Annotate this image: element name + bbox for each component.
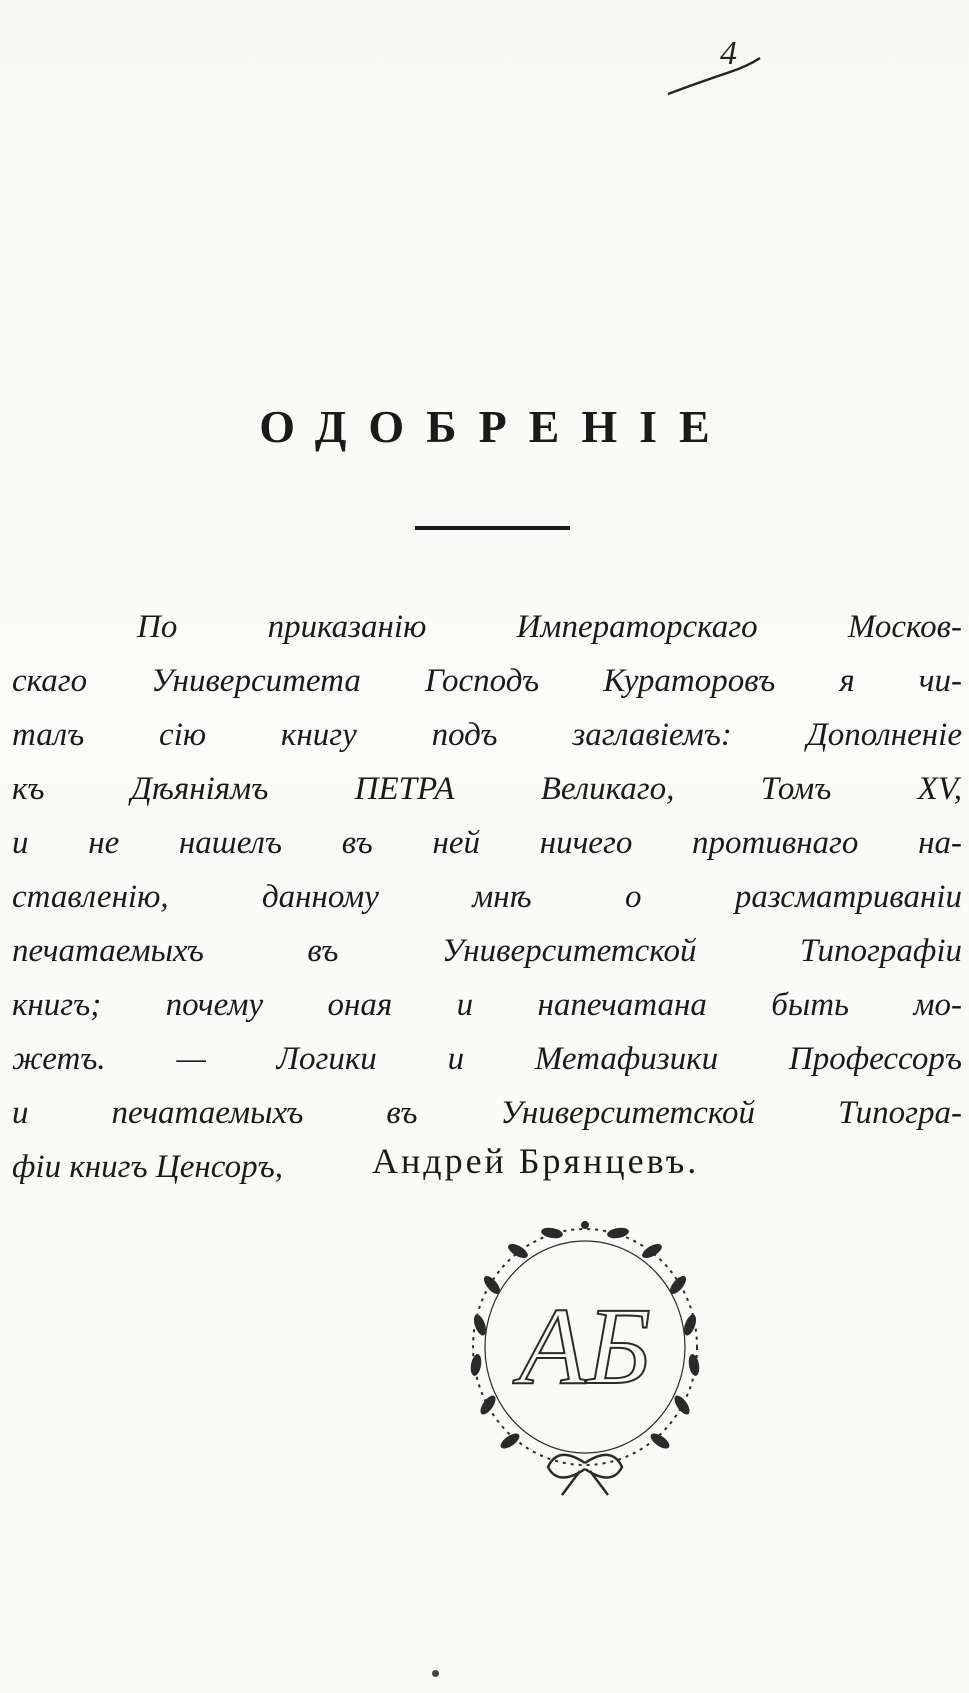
approval-line: ставленію, данному мнѣ о разсматриваніи — [12, 879, 962, 915]
handwritten-page-number — [660, 38, 770, 108]
censor-signature: Андрей Брянцевъ. — [372, 1141, 700, 1181]
approval-line: жетъ. — Логики и Метафизики Профессоръ — [12, 1041, 962, 1077]
approval-line: По приказанію Императорскаго Москов- — [137, 609, 962, 645]
monogram-wreath-stamp — [440, 1205, 730, 1500]
approval-text — [12, 600, 962, 1194]
page-title: ОДОБРЕНІЕ — [259, 401, 732, 452]
approval-line: печатаемыхъ въ Университетской Типографіи — [12, 933, 962, 969]
approval-line: фіи книгъ Ценсоръ, — [12, 1149, 283, 1185]
approval-line: и печатаемыхъ въ Университетской Типогра- — [12, 1095, 962, 1131]
approval-line: къ Дѣяніямъ ПЕТРА Великаго, Томъ XV, — [12, 771, 962, 807]
approval-line: скаго Университета Господъ Кураторовъ я чи- — [12, 663, 962, 699]
title-divider — [415, 526, 570, 530]
page-speck — [432, 1670, 439, 1677]
svg-text:4: 4 — [720, 38, 737, 72]
svg-text:АБ: АБ — [518, 1285, 652, 1407]
approval-line: и не нашелъ въ ней ничего противнаго на- — [12, 825, 962, 861]
approval-line: книгъ; почему оная и напечатана быть мо- — [12, 987, 962, 1023]
approval-line: талъ сію книгу подъ заглавіемъ: Дополненіе — [12, 717, 962, 753]
